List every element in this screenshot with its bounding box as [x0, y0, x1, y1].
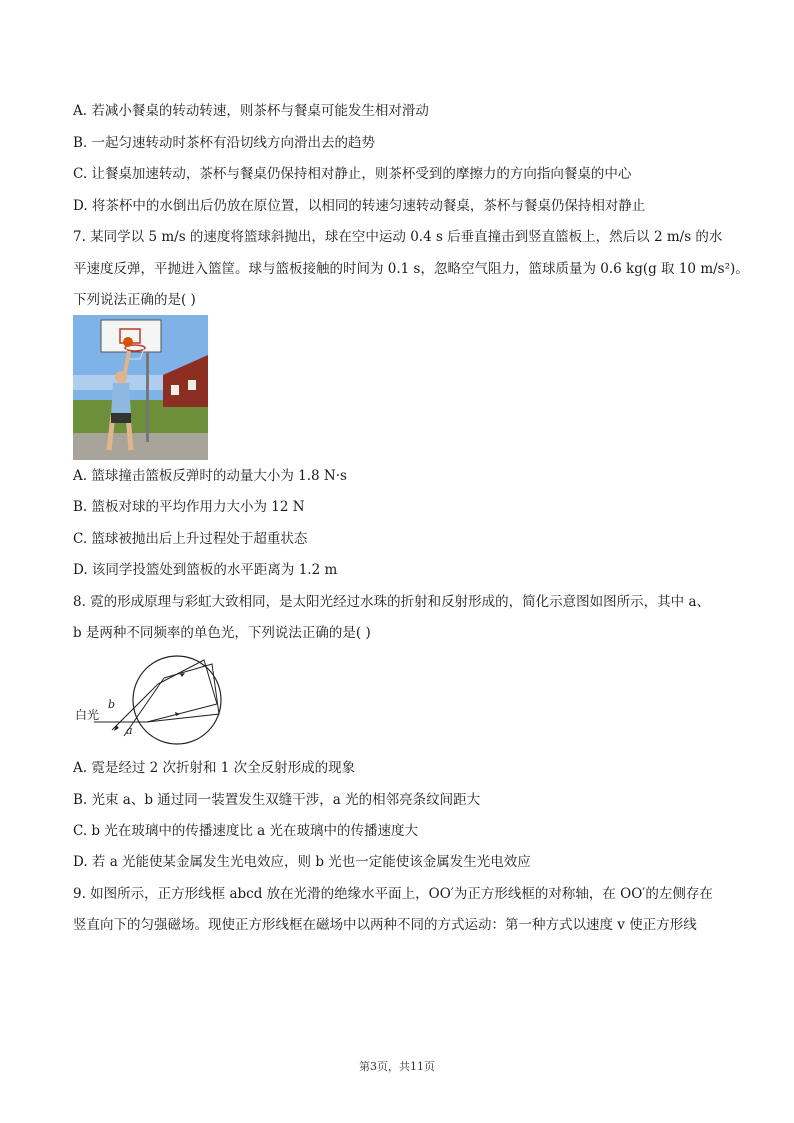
- q8-option-c: C. b 光在玻璃中的传播速度比 a 光在玻璃中的传播速度大: [73, 823, 418, 839]
- q6-option-d: D. 将茶杯中的水倒出后仍放在原位置，以相同的转速匀速转动餐桌，茶杯与餐桌仍保持相对静止: [73, 198, 646, 214]
- q8-stem-line2: b 是两种不同频率的单色光，下列说法正确的是( ): [73, 625, 371, 641]
- page-footer: 第3页，共11页: [359, 1060, 435, 1073]
- q7-option-c: C. 篮球被抛出后上升过程处于超重状态: [73, 531, 308, 547]
- ray-b-path: [147, 660, 217, 722]
- q7-option-d: D. 该同学投篮处到篮板的水平距离为 1.2 m: [73, 562, 338, 578]
- rainbow-diagram: [72, 652, 227, 747]
- water-droplet: [133, 656, 221, 744]
- raindrop-refraction-svg: [72, 652, 227, 747]
- basketball: [123, 337, 133, 347]
- q8-option-d: D. 若 a 光能使某金属发生光电效应，则 b 光也一定能使该金属发生光电效应: [73, 854, 531, 870]
- label-a: a: [126, 724, 133, 737]
- player-shirt: [111, 383, 131, 415]
- q6-option-b: B. 一起匀速转动时茶杯有沿切线方向滑出去的趋势: [73, 135, 376, 151]
- exit-ray-b: [112, 684, 158, 730]
- q8-stem-line1: 8. 霓的形成原理与彩虹大致相同，是太阳光经过水珠的折射和反射形成的，简化示意图如图所示，其中 a、: [73, 594, 711, 610]
- q7-stem-line2: 平速度反弹，平抛进入篮筐。球与篮板接触的时间为 0.1 s，忽略空气阻力，篮球质量为 0.6 kg(g 取 10 m/s²)。: [73, 261, 749, 277]
- backboard: [101, 320, 161, 352]
- arrow-marker: [175, 712, 180, 716]
- q7-option-b: B. 篮板对球的平均作用力大小为 12 N: [73, 499, 305, 515]
- label-b: b: [108, 698, 116, 711]
- q7-stem-line1: 7. 某同学以 5 m/s 的速度将篮球斜抛出，球在空中运动 0.4 s 后垂直撞击到竖直篮板上，然后以 2 m/s 的水: [73, 229, 723, 245]
- building-window: [188, 380, 196, 390]
- arrow-marker: [114, 725, 119, 731]
- court: [73, 433, 208, 460]
- q6-option-c: C. 让餐桌加速转动，茶杯与餐桌仍保持相对静止，则茶杯受到的摩擦力的方向指向餐桌的中心: [73, 166, 632, 182]
- q7-option-a: A. 篮球撞击篮板反弹时的动量大小为 1.8 N·s: [73, 468, 347, 484]
- q9-stem-line2: 竖直向下的匀强磁场。现使正方形线框在磁场中以两种不同的方式运动：第一种方式以速度 v 使正方形线: [73, 917, 697, 933]
- hoop-pole: [146, 352, 149, 442]
- white-light-label: 白光: [75, 708, 100, 722]
- basketball-photo: [73, 315, 208, 460]
- q8-option-a: A. 霓是经过 2 次折射和 1 次全反射形成的现象: [73, 760, 356, 776]
- q6-option-a: A. 若减小餐桌的转动转速，则茶杯与餐桌可能发生相对滑动: [73, 103, 429, 119]
- player-shorts: [111, 413, 131, 423]
- basketball-scene-svg: [73, 315, 208, 460]
- building-window: [171, 385, 179, 395]
- q7-stem-line3: 下列说法正确的是( ): [73, 292, 196, 308]
- q8-option-b: B. 光束 a、b 通过同一装置发生双缝干涉，a 光的相邻亮条纹间距大: [73, 792, 481, 808]
- q9-stem-line1: 9. 如图所示，正方形线框 abcd 放在光滑的绝缘水平面上，OO′为正方形线框的对称轴，在 OO′的左侧存在: [73, 886, 713, 902]
